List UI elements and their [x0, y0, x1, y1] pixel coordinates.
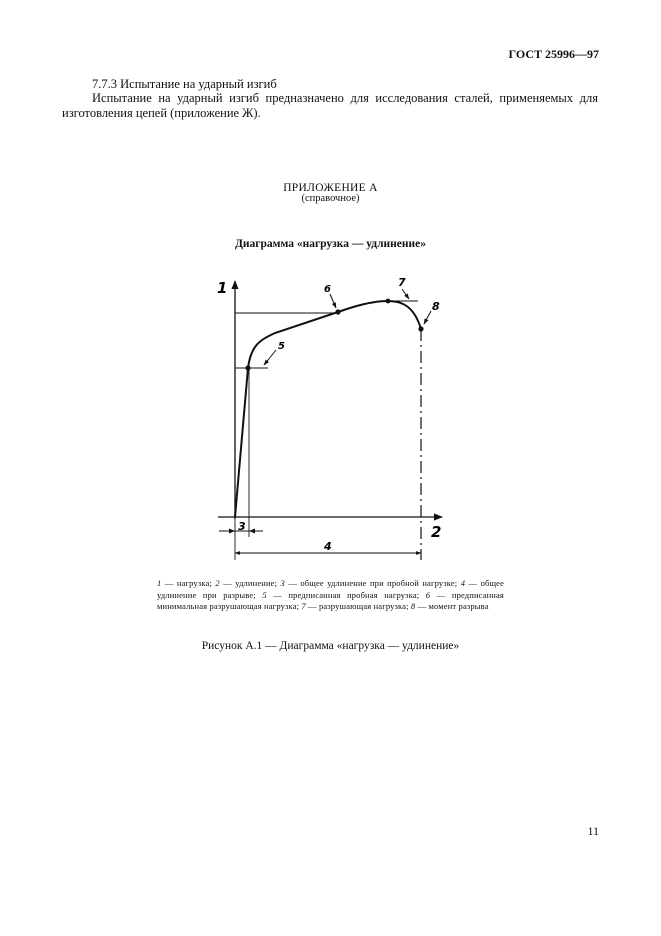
- legend-num-5: 5: [262, 589, 267, 600]
- legend-text-2: — удлинение;: [219, 578, 281, 588]
- point-5: [245, 365, 250, 370]
- label-4: 4: [324, 540, 332, 553]
- legend-num-8: 8: [410, 601, 416, 611]
- document-code: ГОСТ 25996—97: [508, 47, 599, 61]
- label-5: 5: [278, 341, 285, 352]
- point-8: [418, 326, 423, 331]
- legend-num-7: 7: [301, 601, 306, 611]
- appendix-subtitle: (справочное): [301, 193, 360, 204]
- leader-6: [330, 294, 336, 308]
- label-1: 1: [217, 279, 228, 297]
- page-number: 11: [587, 824, 599, 838]
- section-body: Испытание на ударный изгиб предназначено для исследования сталей, применяемых для изготовления цепей (приложение Ж).: [62, 91, 598, 120]
- legend-num-4: 4: [460, 578, 466, 588]
- legend-text-1: — нагрузка;: [161, 578, 216, 588]
- label-8: 8: [432, 300, 440, 313]
- label-3: 3: [238, 520, 246, 533]
- label-2: 2: [431, 523, 442, 541]
- figure-caption: Рисунок А.1 — Диаграмма «нагрузка — удлинение»: [201, 640, 460, 652]
- dimension-3-arrow-left: [229, 529, 235, 534]
- legend-text-6: — предписанная минимальная разрушающая нагрузка;: [157, 589, 504, 611]
- diagram-title: Диаграмма «нагрузка — удлинение»: [234, 238, 427, 250]
- dimension-3-arrow-right: [249, 529, 255, 534]
- legend-text-7: — разрушающая нагрузка;: [305, 601, 411, 611]
- load-curve: [235, 301, 421, 517]
- legend-num-6: 6: [425, 589, 431, 600]
- legend-text-3: — общее удлинение при пробной нагрузке;: [284, 578, 461, 588]
- point-6: [335, 309, 340, 314]
- legend-num-3: 3: [280, 578, 285, 588]
- figure-legend: [157, 578, 504, 613]
- label-7: 7: [398, 276, 406, 289]
- legend-text-8: — момент разрыва: [415, 601, 489, 611]
- label-6: 6: [324, 284, 331, 295]
- leader-5: [264, 350, 276, 365]
- load-elongation-diagram: [200, 272, 460, 572]
- legend-text-5: — предписанная пробная нагрузка;: [266, 589, 426, 600]
- section-heading: 7.7.3 Испытание на ударный изгиб: [92, 77, 277, 91]
- appendix-title: ПРИЛОЖЕНИЕ А: [283, 182, 378, 194]
- legend-num-1: 1: [157, 578, 162, 588]
- legend-text-4: — общее удлинение при разрыве;: [157, 578, 505, 600]
- leader-7: [402, 289, 409, 299]
- point-7: [386, 299, 391, 304]
- leader-8: [424, 311, 431, 324]
- legend-num-2: 2: [215, 578, 220, 588]
